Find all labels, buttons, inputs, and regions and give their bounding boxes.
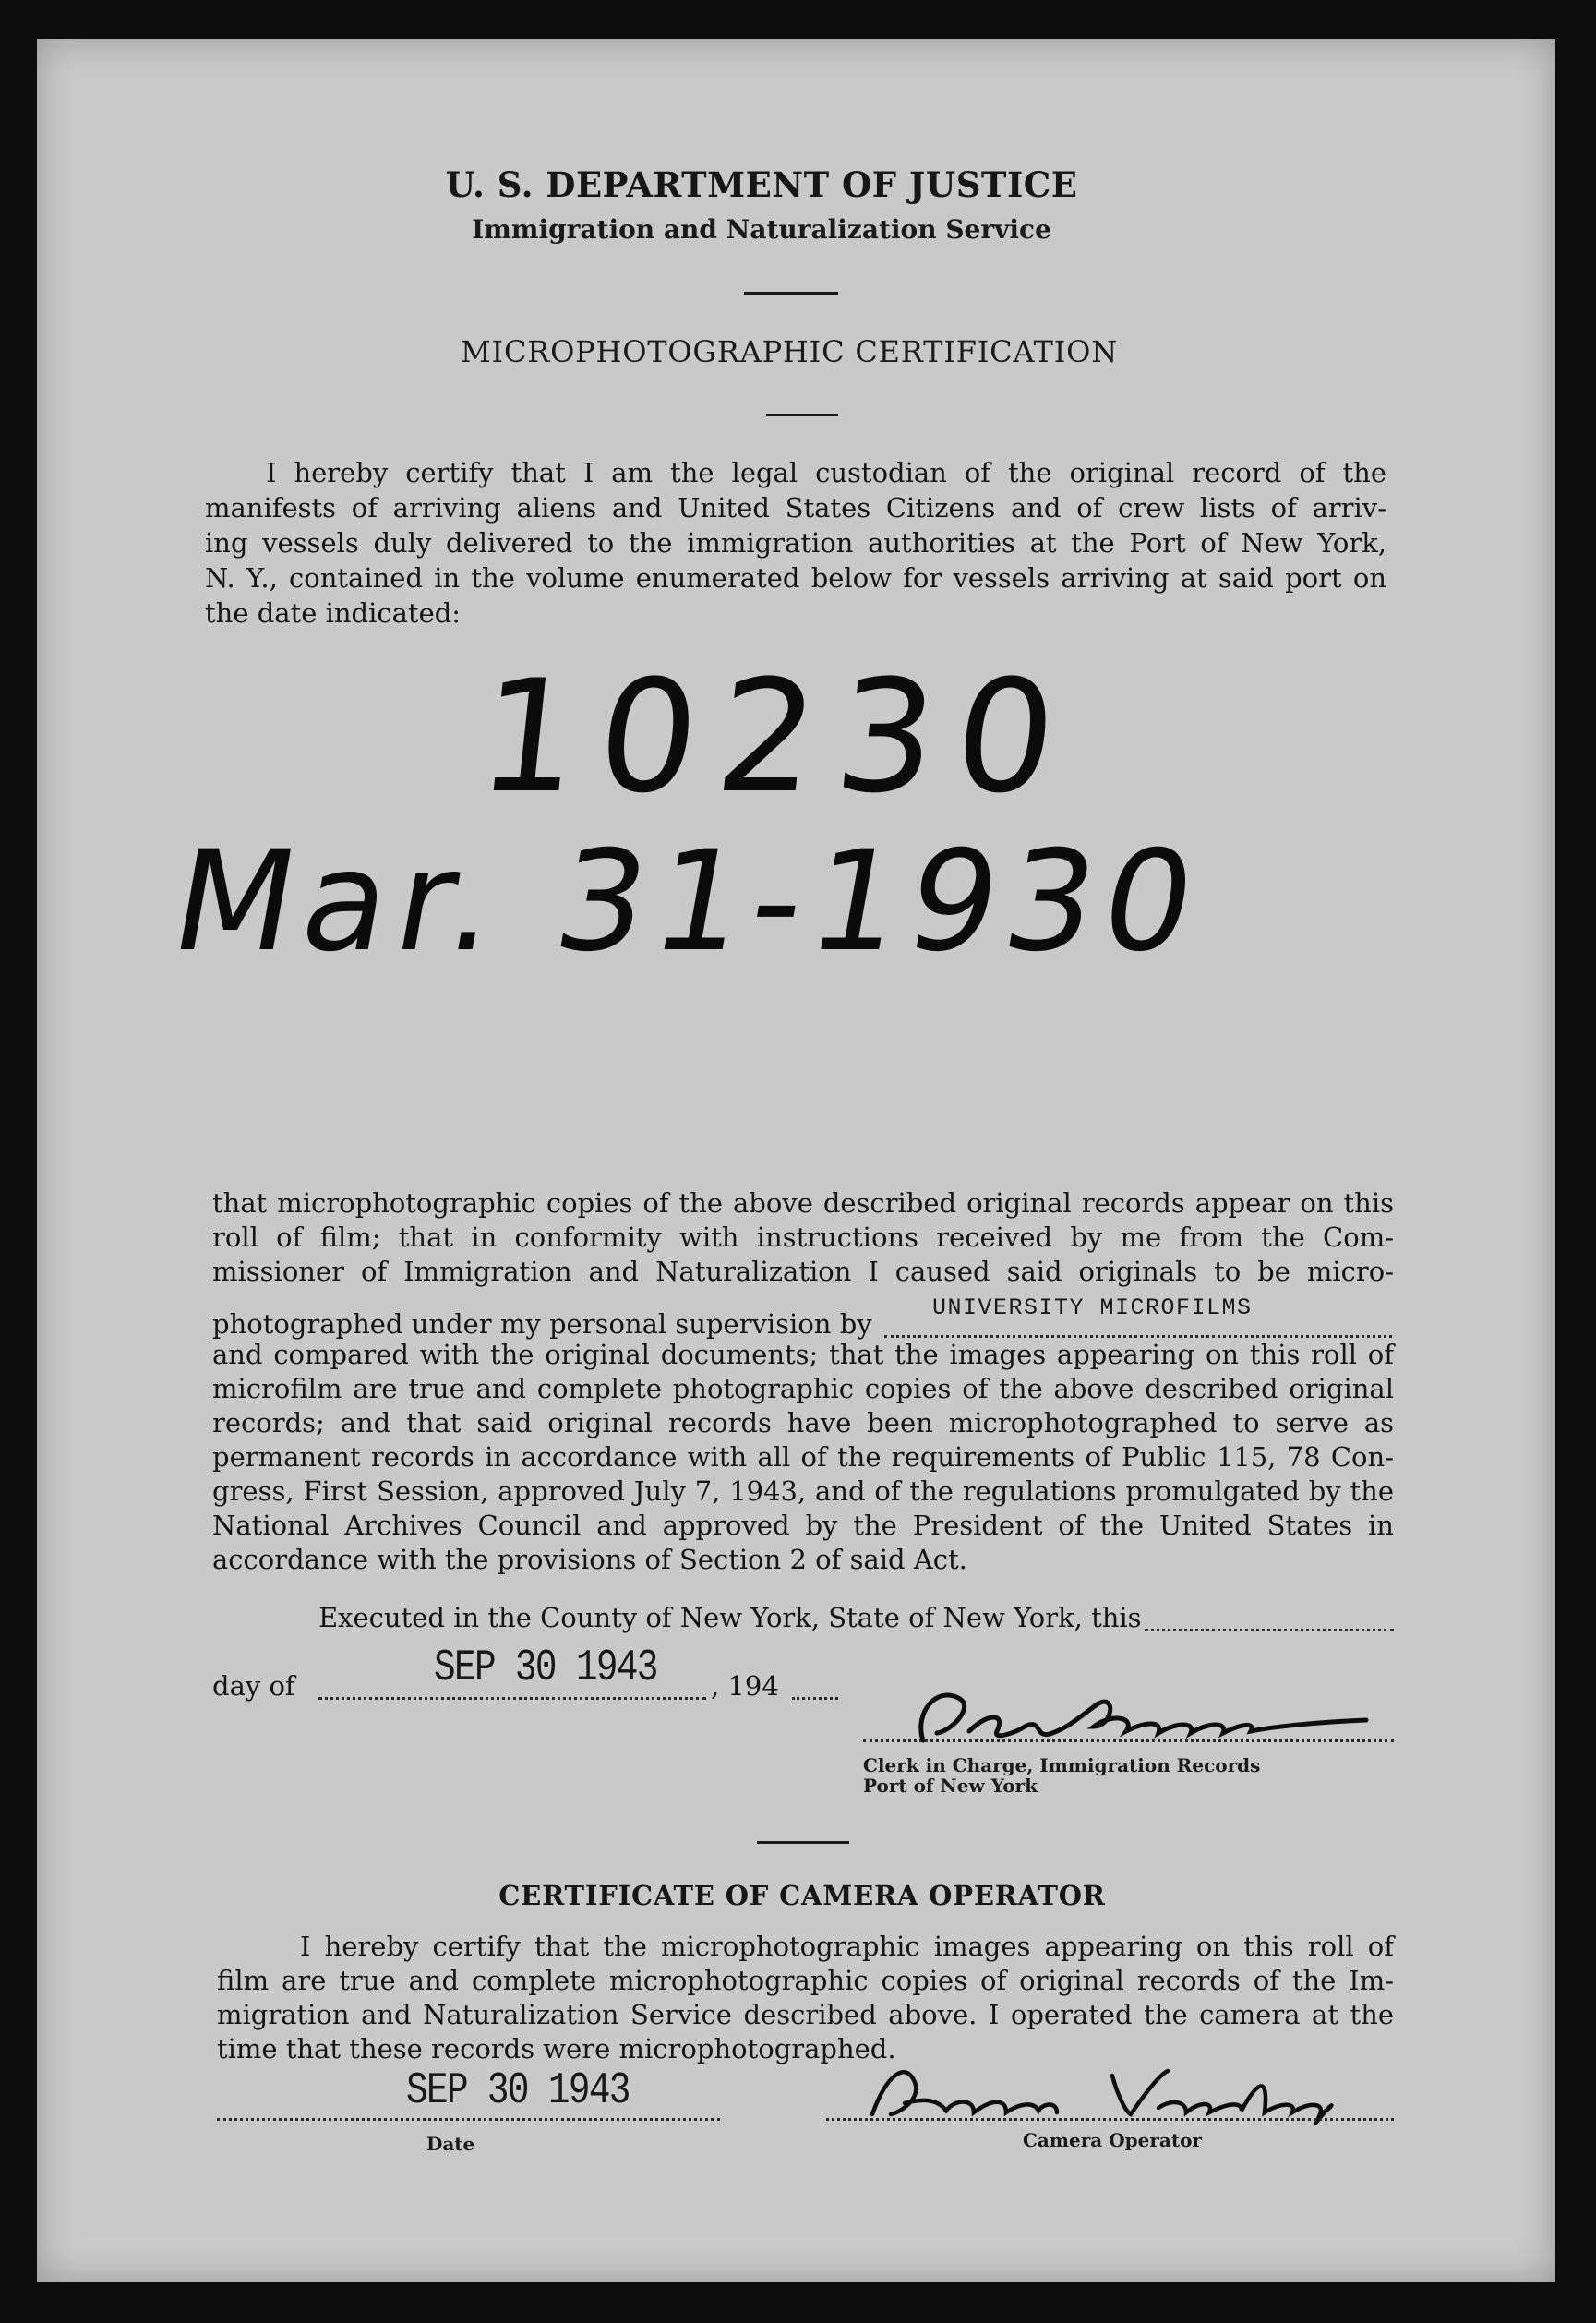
- camera-line: time that these records were microphotographed.: [217, 2033, 896, 2064]
- clerk-port: Port of New York: [863, 1775, 1038, 1797]
- body-line: accordance with the provisions of Section 2 of said Act.: [212, 1544, 967, 1575]
- body-line: microfilm are true and complete photographic copies of the above described original: [212, 1373, 1394, 1404]
- body-line: gress, First Session, approved July 7, 1943, and of the regulations promulgated by the: [212, 1475, 1394, 1507]
- body-line: roll of film; that in conformity with instructions received by me from the Com-: [212, 1222, 1394, 1253]
- microfilm-company-stamp: UNIVERSITY MICROFILMS: [932, 1294, 1253, 1321]
- executed-date-stamp: SEP 30 1943: [434, 1643, 657, 1693]
- handwritten-volume-number: 10230: [470, 646, 1085, 827]
- intro-line: the date indicated:: [205, 597, 462, 629]
- day-of-label: day of: [212, 1670, 295, 1702]
- camera-operator-heading: CERTIFICATE OF CAMERA OPERATOR: [498, 1880, 1106, 1911]
- department-title: U. S. DEPARTMENT OF JUSTICE: [445, 164, 1078, 205]
- intro-line: ing vessels duly delivered to the immigration authorities at the Port of New York,: [205, 527, 1386, 559]
- camera-date-stamp: SEP 30 1943: [406, 2066, 630, 2116]
- heading-rule: [766, 414, 838, 416]
- executed-line: Executed in the County of New York, State of New York, this: [318, 1602, 1142, 1633]
- body-line: permanent records in accordance with all of the requirements of Public 115, 78 Con-: [212, 1441, 1394, 1473]
- section-rule: [757, 1841, 849, 1844]
- camera-operator-line: [826, 2118, 1394, 2121]
- clerk-signature: [886, 1676, 1403, 1759]
- body-line: records; and that said original records have been microphotographed to serve as: [212, 1407, 1394, 1438]
- camera-operator-label: Camera Operator: [1023, 2129, 1202, 2151]
- intro-line: manifests of arriving aliens and United States Citizens and of crew lists of arriv-: [205, 492, 1386, 524]
- year-prefix: , 194: [711, 1670, 779, 1702]
- camera-date-line: [217, 2118, 720, 2121]
- camera-line: I hereby certify that the microphotographic images appearing on this roll of: [300, 1931, 1394, 1962]
- clerk-title: Clerk in Charge, Immigration Records: [863, 1754, 1261, 1776]
- handwritten-arrival-date: Mar. 31-1930: [161, 822, 1216, 982]
- day-of-fill-line: [318, 1697, 706, 1700]
- intro-line: I hereby certify that I am the legal custodian of the original record of the: [266, 457, 1386, 488]
- year-fill-line: [792, 1697, 838, 1700]
- header-rule: [744, 292, 838, 295]
- body-line: that microphotographic copies of the above described original records appear on this: [212, 1187, 1394, 1219]
- date-label: Date: [426, 2133, 475, 2155]
- camera-line: film are true and complete microphotographic copies of original records of the Im-: [217, 1965, 1394, 1996]
- certification-heading: MICROPHOTOGRAPHIC CERTIFICATION: [460, 334, 1119, 369]
- service-subtitle: Immigration and Naturalization Service: [472, 214, 1051, 245]
- body-line: National Archives Council and approved by the President of the United States in: [212, 1510, 1394, 1541]
- body-line: and compared with the original documents; that the images appearing on this roll of: [212, 1339, 1394, 1370]
- body-line: missioner of Immigration and Naturalization I caused said originals to be micro-: [212, 1256, 1394, 1287]
- executed-fill-line: [1145, 1629, 1394, 1631]
- body-line: photographed under my personal supervision by: [212, 1308, 872, 1340]
- camera-line: migration and Naturalization Service described above. I operated the camera at the: [217, 1999, 1394, 2030]
- intro-line: N. Y., contained in the volume enumerated below for vessels arriving at said port on: [205, 562, 1386, 594]
